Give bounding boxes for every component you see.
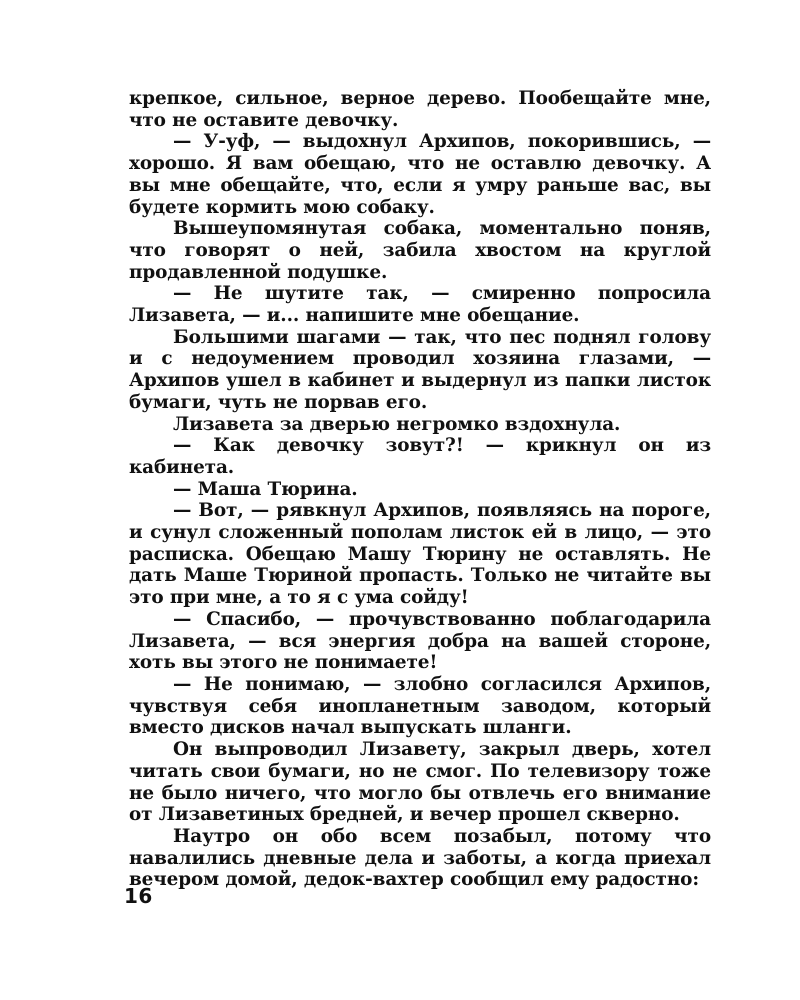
- paragraph-7: — Как девочку зовут?! — крикнул он из кабинета.: [129, 435, 711, 478]
- paragraph-12: Он выпроводил Лизавету, закрыл дверь, хотел читать свои бумаги, но не смог. По телевизору тоже не было ничего, что могло бы отвлечь его внимание от Лизаветиных бредней, и вечер прошел скверно.: [129, 739, 711, 826]
- paragraph-4: — Не шутите так, — смиренно попросила Лизавета, — и... напишите мне обещание.: [129, 283, 711, 327]
- paragraph-6: Лизавета за дверью негромко вздохнула.: [173, 413, 621, 435]
- paragraph-2: — У-уф, — выдохнул Архипов, покорившись, — хорошо. Я вам обещаю, что не оставлю девочку. А вы мне обещайте, что, если я умру раньше вас, вы будете кормить мою собаку.: [129, 131, 711, 218]
- paragraph-8: — Маша Тюрина.: [173, 478, 358, 500]
- paragraph-10: — Спасибо, — прочувствованно поблагодарила Лизавета, — вся энергия добра на вашей стороне, хоть вы этого не понимаете!: [129, 608, 711, 674]
- paragraph-9: — Вот, — рявкнул Архипов, появляясь на пороге, и сунул сложенный пополам листок ей в лицо, — это расписка. Обещаю Машу Тюрину не оставлять. Не дать Маше Тюриной пропасть. Только не читайте вы это при мне, а то я с ума сойду!: [129, 500, 711, 609]
- paragraph-5: Большими шагами — так, что пес поднял голову и с недоумением проводил хозяина глазами, — Архипов ушел в кабинет и выдернул из папки листок бумаги, чуть не порвав его.: [129, 326, 711, 413]
- paragraph-3: Вышеупомянутая собака, моментально поняв, что говорят о ней, забила хвостом на круглой продавленной подушке.: [129, 218, 711, 283]
- paragraph-13: Наутро он обо всем позабыл, потому что навалились дневные дела и заботы, а когда приехал вечером домой, дедок-вахтер сообщил ему радостно:: [129, 825, 711, 891]
- paragraph-11: — Не понимаю, — злобно согласился Архипов, чувствуя себя инопланетным заводом, который вместо дисков начал выпускать шланги.: [129, 673, 711, 739]
- paragraph-1: крепкое, сильное, верное дерево. Пообещайте мне, что не оставите девочку.: [129, 88, 711, 131]
- page-body: [129, 88, 711, 891]
- page-number: 16: [124, 884, 153, 908]
